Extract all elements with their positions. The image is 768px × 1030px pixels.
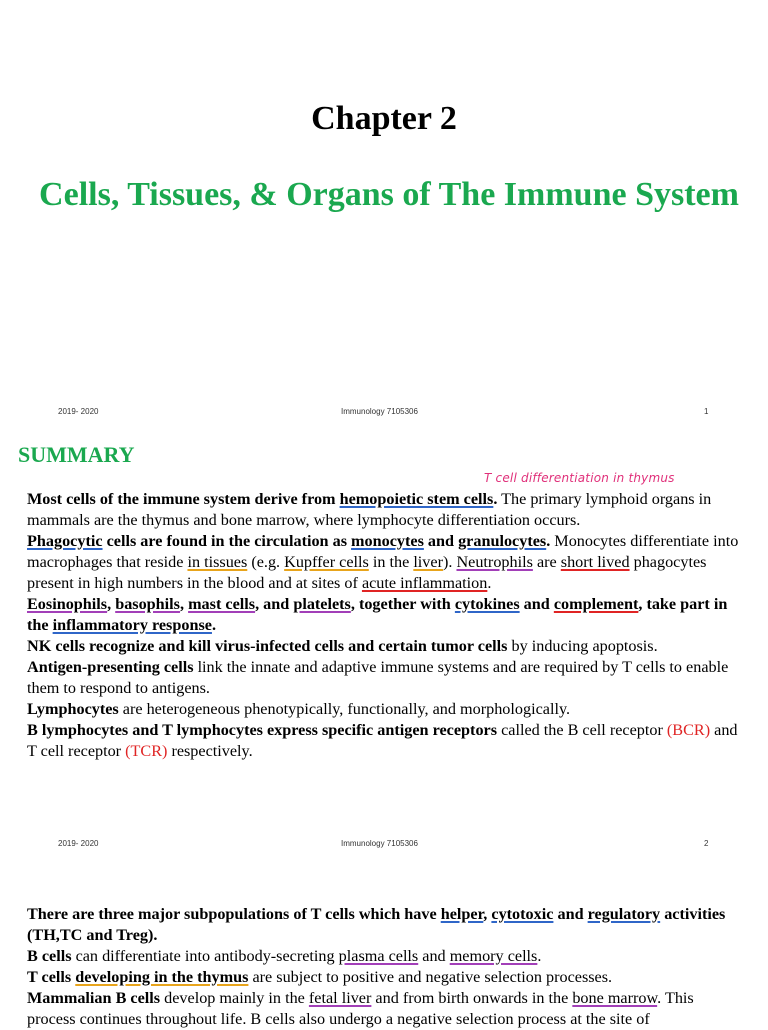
text: (e.g. (247, 553, 285, 571)
text: and from birth onwards in the (371, 989, 573, 1007)
underlined-term: regulatory (587, 905, 661, 923)
text: T cells (27, 968, 76, 986)
footer-year: 2019- 2020 (58, 407, 99, 416)
summary-body (27, 489, 742, 762)
underlined-term: hemopoietic stem cells (339, 490, 494, 508)
footer-page-number: 2 (704, 839, 709, 848)
paragraph-receptors (27, 720, 742, 762)
text: , (179, 595, 189, 613)
title-slide (0, 0, 768, 432)
text: and (418, 947, 450, 965)
underlined-term: bone marrow (572, 989, 658, 1007)
text: , (483, 905, 492, 923)
summary-slide (0, 432, 768, 864)
text: respectively. (167, 742, 253, 760)
text: . This process continues throughout life. B cells also undergo a negative selection process at the site of (27, 989, 694, 1028)
text: B cells (27, 947, 72, 965)
text: cells are found in the circulation as (102, 532, 352, 550)
underlined-term: cytokines (454, 595, 520, 613)
text: . (211, 616, 216, 634)
handwritten-annotation: T cell differentiation in thymus (484, 471, 675, 485)
footer-year: 2019- 2020 (58, 839, 99, 848)
chapter-title: Cells, Tissues, & Organs of The Immune System (39, 176, 739, 213)
text: . (493, 490, 498, 508)
text: and (519, 595, 554, 613)
text: ). (442, 553, 457, 571)
paragraph-phagocytes (27, 531, 742, 594)
text: , take part in the (27, 595, 728, 634)
text: . (537, 947, 542, 965)
underlined-term: granulocytes (458, 532, 547, 550)
summary-heading: SUMMARY (18, 442, 135, 467)
underlined-term: Eosinophils (27, 595, 108, 613)
underlined-term: Neutrophils (456, 553, 533, 571)
text: can differentiate into antibody-secreting (71, 947, 339, 965)
paragraph-stem-cells (27, 489, 742, 531)
underlined-term: short lived (560, 553, 630, 571)
content-slide (0, 864, 768, 1028)
paragraph-apc (27, 657, 742, 699)
paragraph-t-cell-subpopulations (27, 904, 742, 946)
text: , together with (350, 595, 455, 613)
footer-course: Immunology 7105306 (341, 839, 418, 848)
text: . (546, 532, 551, 550)
underlined-term: developing in the thymus (75, 968, 249, 986)
paragraph-lymphocytes (27, 699, 742, 720)
slide3-body (27, 904, 742, 1030)
text: by inducing apoptosis. (507, 637, 658, 655)
paragraph-inflammatory (27, 594, 742, 636)
footer-course: Immunology 7105306 (341, 407, 418, 416)
text: , (107, 595, 116, 613)
text: Mammalian B cells (27, 989, 161, 1007)
underlined-term: in tissues (187, 553, 248, 571)
underlined-term: cytotoxic (491, 905, 554, 923)
red-term: (TCR) (125, 742, 168, 760)
text: and (423, 532, 459, 550)
text: phagocytes present in high numbers in the blood and at sites of (27, 553, 707, 592)
underlined-term: platelets (293, 595, 351, 613)
text: . (487, 574, 492, 592)
underlined-term: inflammatory response (52, 616, 212, 634)
underlined-term: liver (413, 553, 443, 571)
text: Antigen-presenting cells (27, 658, 194, 676)
text: called the B cell receptor (497, 721, 667, 739)
underlined-term: Kupffer cells (284, 553, 369, 571)
text: develop mainly in the (160, 989, 309, 1007)
underlined-term: Phagocytic (27, 532, 103, 550)
underlined-term: fetal liver (308, 989, 372, 1007)
underlined-term: mast cells (188, 595, 256, 613)
underlined-term: complement (553, 595, 639, 613)
text: are heterogeneous phenotypically, functionally, and morphologically. (118, 700, 571, 718)
text: link the innate and adaptive immune systems and are required by T cells to enable them to respond to antigens. (27, 658, 729, 697)
text: and T cell receptor (27, 721, 738, 760)
underlined-term: basophils (115, 595, 180, 613)
text: Most cells of the immune system derive from (27, 490, 340, 508)
underlined-term: helper (440, 905, 484, 923)
text: activities (TH,TC and Treg). (27, 905, 726, 944)
underlined-term: memory cells (449, 947, 538, 965)
text: are subject to positive and negative selection processes. (248, 968, 613, 986)
paragraph-nk-cells (27, 636, 742, 657)
red-term: (BCR) (666, 721, 711, 739)
text: and (553, 905, 588, 923)
text: Lymphocytes (27, 700, 119, 718)
text: Monocytes differentiate into macrophages that reside (27, 532, 739, 571)
underlined-term: plasma cells (338, 947, 419, 965)
chapter-heading: Chapter 2 (311, 100, 457, 137)
text: B lymphocytes and T lymphocytes express specific antigen receptors (27, 721, 498, 739)
text: There are three major subpopulations of T cells which have (27, 905, 441, 923)
footer-page-number: 1 (704, 407, 709, 416)
text: are (532, 553, 561, 571)
text: , and (255, 595, 294, 613)
underlined-term: monocytes (351, 532, 424, 550)
underlined-term: acute inflammation (361, 574, 488, 592)
text: The primary lymphoid organs in mammals are the thymus and bone marrow, where lymphocyte differentiation occurs. (27, 490, 712, 529)
paragraph-t-cell-selection (27, 967, 742, 988)
text: NK cells recognize and kill virus-infected cells and certain tumor cells (27, 637, 508, 655)
paragraph-b-cells (27, 946, 742, 967)
text: in the (368, 553, 414, 571)
